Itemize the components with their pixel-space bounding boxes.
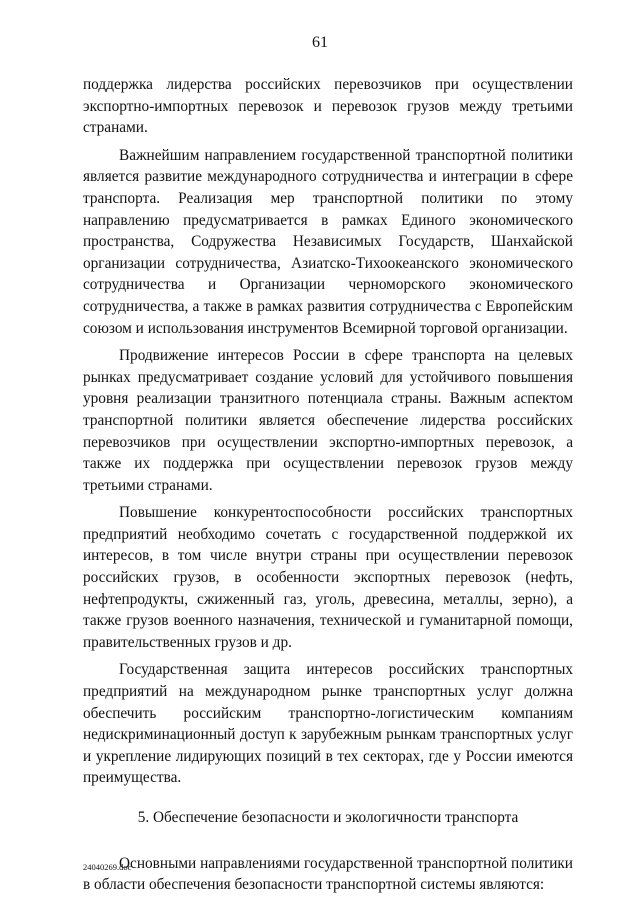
paragraph-international-cooperation: Важнейшим направлением государственной транспортной политики является развитие международного сотрудничества и интеграции в сфере транспорта. Реализация мер транспортной политики по этому направлению предусматривается в рамках Единого экономического пространства, Содружества Независимых Государств, Шанхайской организации сотрудничества, Азиатско-Тихоокеанского экономического сотрудничества и Организации черноморского экономического сотрудничества, а также в рамках развития сотрудничества с Европейским союзом и использования инструментов Всемирной торговой организации. bbox=[83, 146, 573, 337]
document-body bbox=[83, 74, 573, 896]
section-heading: 5. Обеспечение безопасности и экологичности транспорта bbox=[137, 809, 519, 826]
paragraph-continuation: поддержка лидерства российских перевозчиков при осуществлении экспортно-импортных перевозок и перевозок грузов между третьими странами. bbox=[83, 76, 573, 137]
paragraph-competitiveness: Повышение конкурентоспособности российских транспортных предприятий необходимо сочетать с государственной поддержкой их интересов, в том числе внутри страны при осуществлении перевозок российских грузов, в особенности экспортных перевозок (нефть, нефтепродукты, сжиженный газ, уголь, древесина, металлы, зерно), а также грузов военного назначения, технической и гуманитарной помощи, правительственных грузов и др. bbox=[83, 504, 573, 651]
file-name-footer: 24040269.doc bbox=[83, 862, 132, 872]
paragraph-state-protection: Государственная защита интересов российских транспортных предприятий на международном рынке транспортных услуг должна обеспечить российским транспортно-логистическим компаниям недискриминационный доступ к зарубежным рынкам транспортных услуг и укрепление лидирующих позиций в тех секторах, где у России имеются преимущества. bbox=[83, 661, 573, 787]
paragraph-section-intro: Основными направлениями государственной транспортной политики в области обеспечения безопасности транспортной системы являются: bbox=[83, 854, 573, 894]
page-number: 61 bbox=[312, 34, 328, 51]
paragraph-russian-interests: Продвижение интересов России в сфере транспорта на целевых рынках предусматривает создание условий для устойчивого повышения уровня реализации транзитного потенциала страны. Важным аспектом транспортной политики является обеспечение лидерства российских перевозчиков при осуществлении экспортно-импортных перевозок, а также их поддержка при осуществлении перевозок грузов между третьими странами. bbox=[83, 347, 573, 494]
